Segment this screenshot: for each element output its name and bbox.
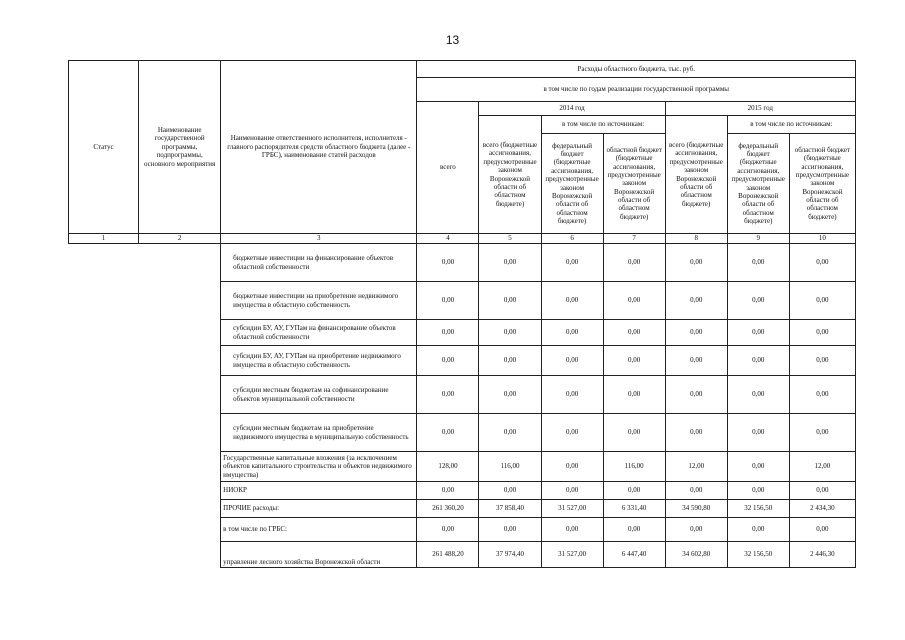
column-number: 3 (221, 234, 417, 244)
value-cell: 0,00 (789, 320, 855, 346)
value-cell: 0,00 (789, 346, 855, 376)
program-name-header: Наименование государственной программы, подпрограммы, основного мероприятия (139, 61, 221, 234)
value-cell: 0,00 (789, 376, 855, 414)
value-cell: 0,00 (417, 346, 479, 376)
value-cell: 0,00 (417, 244, 479, 282)
value-cell: 0,00 (479, 518, 541, 542)
value-cell: 34 590,80 (665, 500, 727, 518)
budget-table (68, 60, 856, 568)
row-label: управление лесного хозяйства Воронежской области (221, 542, 417, 568)
value-cell: 0,00 (603, 320, 665, 346)
value-cell: 0,00 (727, 376, 789, 414)
row-label: бюджетные инвестиции на приобретение недвижимого имущества в областную собственность (221, 282, 417, 320)
status-header: Статус (69, 61, 139, 234)
value-cell: 0,00 (727, 320, 789, 346)
row-label: бюджетные инвестиции на финансирование объектов областной собственности (221, 244, 417, 282)
value-cell: 0,00 (541, 482, 603, 500)
value-cell: 0,00 (479, 244, 541, 282)
value-cell: 0,00 (727, 282, 789, 320)
column-number: 5 (479, 234, 541, 244)
value-cell: 0,00 (727, 518, 789, 542)
value-cell: 261 488,20 (417, 542, 479, 568)
row-label: НИОКР (221, 482, 417, 500)
row-label: субсидии БУ, АУ, ГУПам на приобретение недвижимого имущества в областную собственность (221, 346, 417, 376)
value-cell: 0,00 (665, 320, 727, 346)
value-cell: 31 527,00 (541, 500, 603, 518)
column-number: 10 (789, 234, 855, 244)
value-cell: 2 434,30 (789, 500, 855, 518)
year-2015-header: 2015 год (665, 102, 855, 116)
value-cell: 0,00 (417, 282, 479, 320)
sources-2014-header: в том числе по источникам: (541, 116, 665, 134)
value-cell: 116,00 (603, 452, 665, 482)
value-cell: 0,00 (541, 452, 603, 482)
value-cell: 0,00 (789, 518, 855, 542)
value-cell: 37 858,40 (479, 500, 541, 518)
total-header: всего (417, 102, 479, 234)
value-cell: 6 447,40 (603, 542, 665, 568)
total-2014-header: всего (бюджетные ассигнования, предусмотренные законом Воронежской области об областном бюджете) (479, 116, 541, 234)
value-cell: 0,00 (603, 346, 665, 376)
value-cell: 116,00 (479, 452, 541, 482)
value-cell: 0,00 (417, 482, 479, 500)
value-cell: 0,00 (417, 414, 479, 452)
value-cell: 0,00 (665, 518, 727, 542)
value-cell: 0,00 (665, 482, 727, 500)
program-cell (139, 244, 221, 568)
row-label: в том числе по ГРБС: (221, 518, 417, 542)
value-cell: 12,00 (789, 452, 855, 482)
value-cell: 12,00 (665, 452, 727, 482)
value-cell: 0,00 (727, 346, 789, 376)
page-number: 13 (445, 33, 460, 47)
value-cell: 0,00 (479, 320, 541, 346)
status-cell (69, 244, 139, 568)
value-cell: 0,00 (541, 518, 603, 542)
column-number: 1 (69, 234, 139, 244)
value-cell: 0,00 (727, 482, 789, 500)
value-cell: 0,00 (727, 244, 789, 282)
value-cell: 0,00 (665, 376, 727, 414)
value-cell: 0,00 (479, 376, 541, 414)
value-cell: 31 527,00 (541, 542, 603, 568)
value-cell: 0,00 (727, 452, 789, 482)
value-cell: 2 446,30 (789, 542, 855, 568)
value-cell: 0,00 (541, 282, 603, 320)
column-number: 8 (665, 234, 727, 244)
value-cell: 0,00 (479, 414, 541, 452)
federal-2015-header: федеральный бюджет (бюджетные ассигнования, предусмотренные законом Воронежской области об областном бюджете) (727, 134, 789, 234)
value-cell: 0,00 (727, 414, 789, 452)
column-number: 2 (139, 234, 221, 244)
value-cell: 0,00 (603, 282, 665, 320)
regional-2015-header: областной бюджет (бюджетные ассигнования, предусмотренные законом Воронежской области об областном бюджете) (789, 134, 855, 234)
value-cell: 0,00 (665, 244, 727, 282)
year-2014-header: 2014 год (479, 102, 665, 116)
row-label: субсидии местным бюджетам на приобретение недвижимого имущества в муниципальную собственность (221, 414, 417, 452)
value-cell: 0,00 (603, 376, 665, 414)
value-cell: 0,00 (665, 282, 727, 320)
value-cell: 0,00 (603, 244, 665, 282)
value-cell: 0,00 (417, 376, 479, 414)
value-cell: 0,00 (789, 482, 855, 500)
expenses-header: Расходы областного бюджета, тыс. руб. (417, 61, 856, 78)
value-cell: 32 156,50 (727, 500, 789, 518)
value-cell: 0,00 (541, 244, 603, 282)
value-cell: 0,00 (665, 414, 727, 452)
regional-2014-header: областной бюджет (бюджетные ассигнования, предусмотренные законом Воронежской области об областном бюджете) (603, 134, 665, 234)
column-number: 9 (727, 234, 789, 244)
value-cell: 0,00 (541, 414, 603, 452)
value-cell: 0,00 (789, 414, 855, 452)
value-cell: 0,00 (479, 282, 541, 320)
column-number: 6 (541, 234, 603, 244)
value-cell: 261 360,20 (417, 500, 479, 518)
value-cell: 128,00 (417, 452, 479, 482)
value-cell: 0,00 (479, 346, 541, 376)
value-cell: 37 974,40 (479, 542, 541, 568)
value-cell: 6 331,40 (603, 500, 665, 518)
sources-2015-header: в том числе по источникам: (727, 116, 855, 134)
value-cell: 0,00 (541, 376, 603, 414)
value-cell: 0,00 (417, 320, 479, 346)
row-label: субсидии местным бюджетам на софинансирование объектов муниципальной собственности (221, 376, 417, 414)
value-cell: 0,00 (789, 244, 855, 282)
executor-header: Наименование ответственного исполнителя, исполнителя - главного распорядителя средств областного бюджета (далее - ГРБС), наименование статей расходов (221, 61, 417, 234)
value-cell: 0,00 (417, 518, 479, 542)
value-cell: 0,00 (479, 482, 541, 500)
value-cell: 0,00 (541, 346, 603, 376)
column-numbers-row (69, 234, 856, 244)
value-cell: 0,00 (603, 414, 665, 452)
value-cell: 0,00 (603, 482, 665, 500)
value-cell: 0,00 (603, 518, 665, 542)
by-years-header: в том числе по годам реализации государственной программы (417, 78, 856, 102)
total-2015-header: всего (бюджетные ассигнования, предусмотренные законом Воронежской области об областном бюджете) (665, 116, 727, 234)
column-number: 7 (603, 234, 665, 244)
table-row (69, 244, 856, 282)
value-cell: 0,00 (541, 320, 603, 346)
value-cell: 0,00 (789, 282, 855, 320)
row-label: Государственные капитальные вложения (за исключением объектов капитального строительства и объектов недвижимого имущества) (221, 452, 417, 482)
value-cell: 0,00 (665, 346, 727, 376)
value-cell: 34 602,80 (665, 542, 727, 568)
row-label: ПРОЧИЕ расходы: (221, 500, 417, 518)
federal-2014-header: федеральный бюджет (бюджетные ассигнования, предусмотренные законом Воронежской области об областном бюджете) (541, 134, 603, 234)
value-cell: 32 156,50 (727, 542, 789, 568)
column-number: 4 (417, 234, 479, 244)
row-label: субсидии БУ, АУ, ГУПам на финансирование объектов областной собственности (221, 320, 417, 346)
